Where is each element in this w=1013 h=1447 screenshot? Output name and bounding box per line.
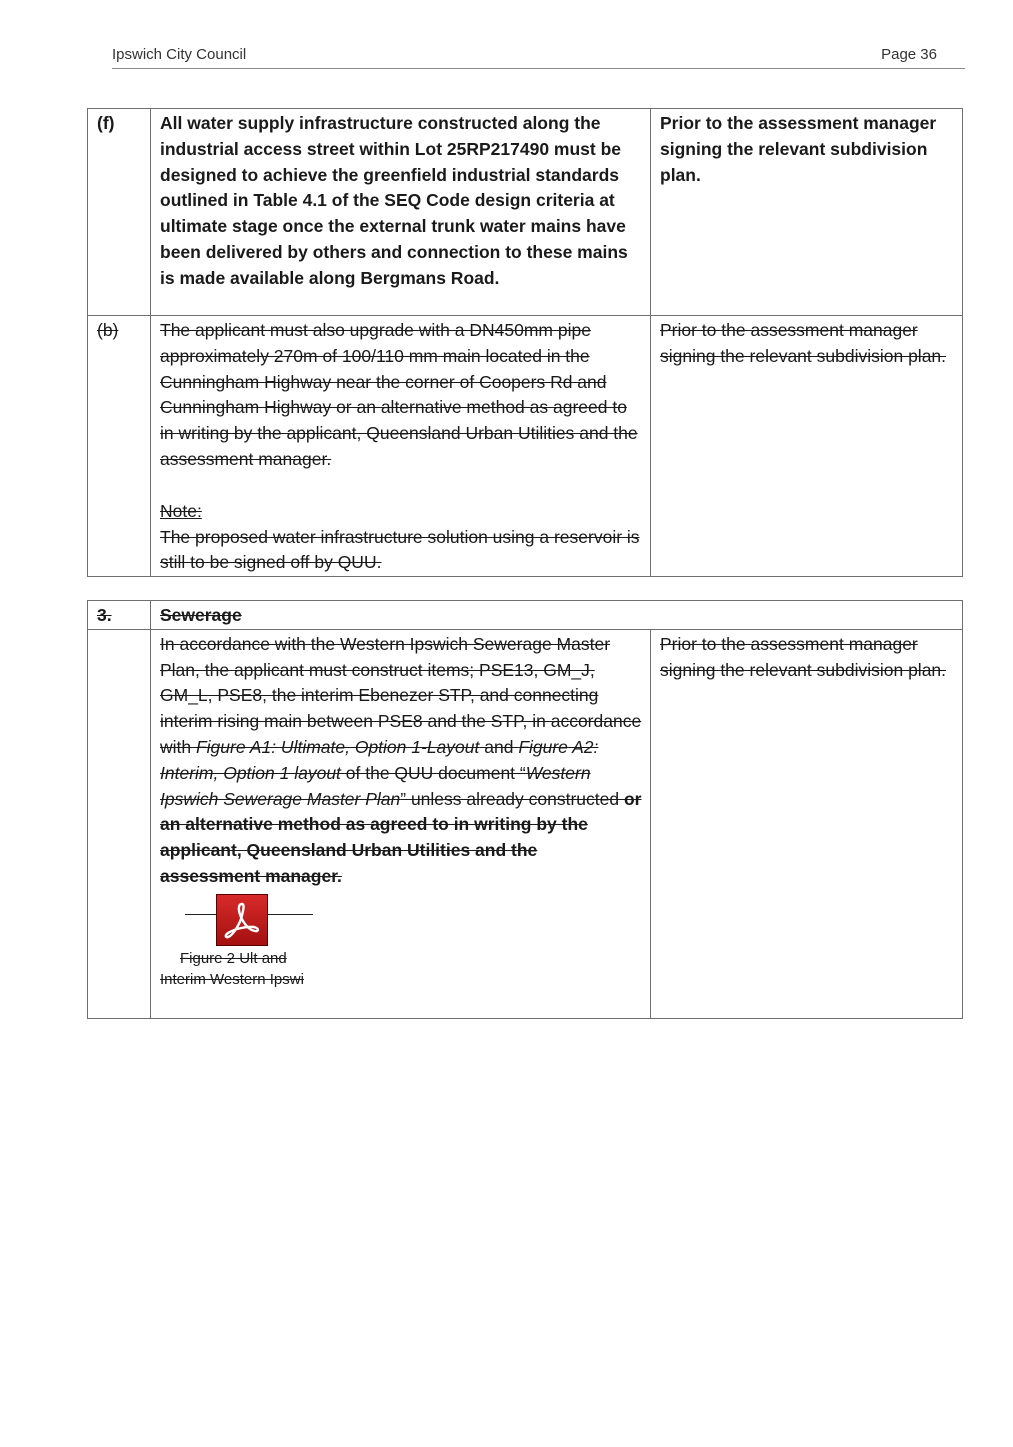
caption-line-2: Interim Western Ipswi xyxy=(160,970,304,988)
table-row xyxy=(88,601,963,630)
table-row xyxy=(88,109,963,316)
condition-id: (f) xyxy=(88,109,151,316)
section-number: 3. xyxy=(88,601,151,630)
sewerage-conditions-table xyxy=(87,600,963,1019)
pdf-icon[interactable] xyxy=(216,894,268,946)
condition-timing: Prior to the assessment manager signing the relevant subdivision plan. xyxy=(651,629,963,1018)
note-label: Note: xyxy=(160,500,202,521)
page-number: Page 36 xyxy=(881,46,937,63)
figure-a2-ref: Figure A2: Interim, Option 1 layout xyxy=(160,736,599,783)
water-conditions-table xyxy=(87,108,963,577)
condition-timing: Prior to the assessment manager signing the relevant subdivision plan. xyxy=(651,316,963,577)
caption-line-1: Figure 2 Ult and xyxy=(180,949,287,967)
page-header xyxy=(112,44,965,69)
condition-cell xyxy=(151,316,651,577)
note-text: The proposed water infrastructure solution using a reservoir is still to be signed off by QUU. xyxy=(160,526,640,573)
empty-cell xyxy=(88,629,151,1018)
table-row xyxy=(88,316,963,577)
condition-text: In accordance with the Western Ipswich Sewerage Master Plan, the applicant must construct items; PSE13, GM_J, GM_L, PSE8, the interim Ebenezer STP, and connecting interim rising main between PSE8 and the STP, in accordance with Figure A1: Ultimate, Option 1-Layout and Figure A2: Interim, Option 1 layout of the QUU document “Western Ipswich Sewerage Master Plan” unless already constructed or an alternative method as agreed to in writing by the applicant, Queensland Urban Utilities and the assessment manager. xyxy=(160,633,642,886)
condition-text: All water supply infrastructure constructed along the industrial access street within Lot 25RP217490 must be designed to achieve the greenfield industrial standards outlined in Table 4.1 of the SEQ Code design criteria at ultimate stage once the external trunk water mains have been delivered by others and connection to these mains is made available along Bergmans Road. xyxy=(151,109,651,316)
attachment-caption xyxy=(160,948,340,990)
document-title: Western Ipswich Sewerage Master Plan xyxy=(160,762,591,809)
condition-cell xyxy=(151,629,651,1018)
condition-id: (b) xyxy=(88,316,151,577)
figure-a1-ref: Figure A1: Ultimate, Option 1-Layout xyxy=(195,736,480,757)
alternative-method-text: or an alternative method as agreed to in writing by the applicant, Queensland Urban Utilities and the assessment manager. xyxy=(160,788,642,886)
pdf-attachment[interactable] xyxy=(160,892,340,988)
table-row xyxy=(88,629,963,1018)
condition-timing: Prior to the assessment manager signing the relevant subdivision plan. xyxy=(651,109,963,316)
condition-text: The applicant must also upgrade with a DN450mm pipe approximately 270m of 100/110 mm main located in the Cunningham Highway near the corner of Coopers Rd and Cunningham Highway or an alternative method as agreed to in writing by the applicant, Queensland Urban Utilities and the assessment manager. xyxy=(160,320,638,469)
organisation-name: Ipswich City Council xyxy=(112,46,247,63)
section-heading: Sewerage xyxy=(151,601,963,630)
